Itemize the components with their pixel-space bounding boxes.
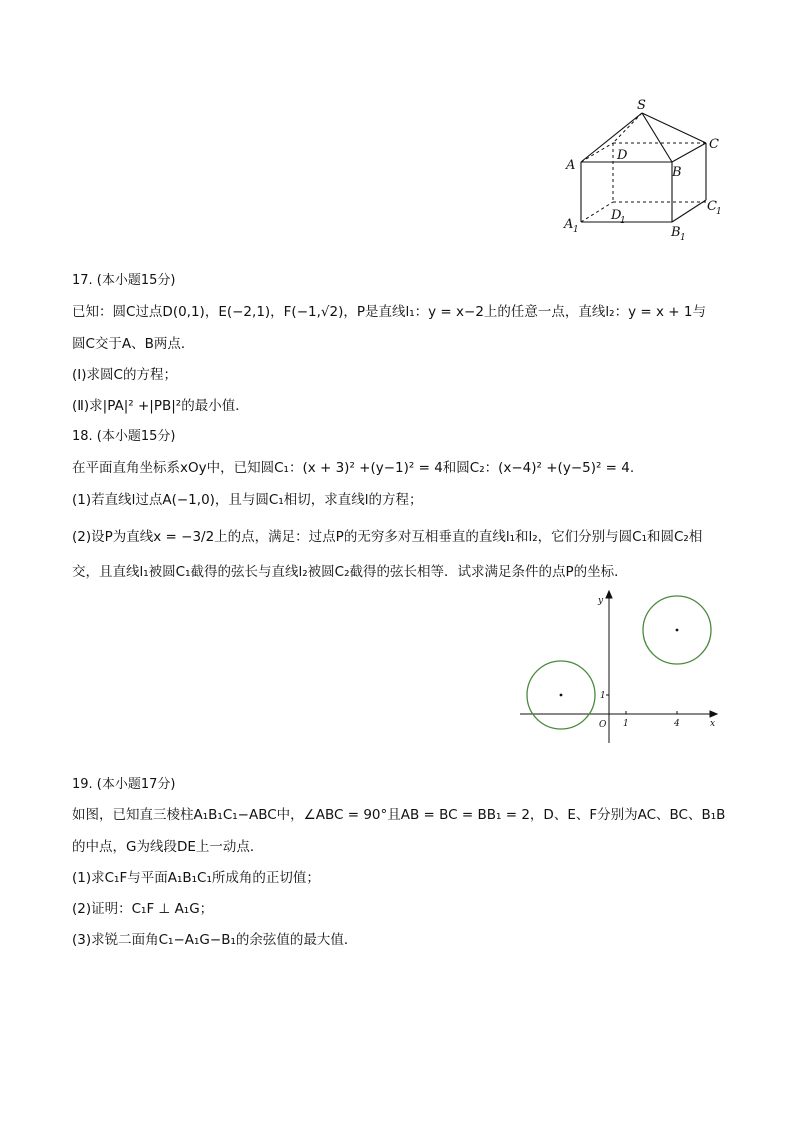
q18-part2-line2: 交，且直线l₁被圆C₁截得的弦长与直线l₂被圆C₂截得的弦长相等．试求满足条件的点P的坐标． — [72, 564, 628, 580]
label-B1: B — [671, 225, 681, 240]
label-D1-sub: 1 — [620, 216, 626, 226]
q19-header: 19. (本小题17分) — [72, 777, 176, 792]
q19-line1: 如图，已知直三棱柱A₁B₁C₁−ABC中，∠ABC = 90°且AB = BC = BB₁ = 2，D、E、F分别为AC、BC、B₁B — [72, 807, 726, 823]
label-D1: D — [611, 208, 622, 223]
label-B: B — [672, 165, 682, 180]
q17-line2: 圆C交于A、B两点． — [72, 336, 195, 352]
y-axis-label: y — [598, 596, 604, 606]
q17-part1: (Ⅰ)求圆C的方程； — [72, 367, 177, 383]
q19-part1: (1)求C₁F与平面A₁B₁C₁所成角的正切值； — [72, 870, 320, 886]
prism-figure — [555, 92, 735, 242]
q19-part2: (2)证明：C₁F ⊥ A₁G； — [72, 901, 214, 917]
tick-x-1: 1 — [623, 719, 629, 729]
label-S: S — [637, 98, 646, 113]
tick-x-4: 4 — [674, 719, 680, 729]
label-C: C — [709, 137, 719, 152]
q17-line1: 已知：圆C过点D(0,1)，E(−2,1)，F(−1,√2)，P是直线l₁：y = x−2上的任意一点，直线l₂：y = x + 1与 — [72, 304, 706, 320]
q18-part2-line1: (2)设P为直线x = −3/2上的点，满足：过点P的无穷多对互相垂直的直线l₁和l₂，它们分别与圆C₁和圆C₂相 — [72, 529, 703, 545]
label-B1-sub: 1 — [680, 233, 686, 242]
q19-part3: (3)求锐二面角C₁−A₁G−B₁的余弦值的最大值． — [72, 932, 358, 948]
q18-line1: 在平面直角坐标系xOy中，已知圆C₁：(x + 3)² +(y−1)² = 4和圆C₂：(x−4)² +(y−5)² = 4. — [72, 460, 635, 476]
label-C1-sub: 1 — [716, 207, 722, 217]
q18-part1: (1)若直线l过点A(−1,0)，且与圆C₁相切，求直线l的方程； — [72, 492, 423, 508]
circle-c2-center — [676, 629, 679, 632]
label-D: D — [617, 148, 628, 163]
label-C1: C — [707, 199, 717, 214]
q17-header: 17. (本小题15分) — [72, 273, 176, 288]
q19-line2: 的中点，G为线段DE上一动点． — [72, 839, 264, 855]
label-A1: A — [564, 217, 574, 232]
label-A1-sub: 1 — [573, 225, 579, 235]
q17-part2: (Ⅱ)求|PA|² +|PB|²的最小值． — [72, 398, 249, 414]
label-A: A — [566, 158, 576, 173]
circle-c1-center — [560, 694, 563, 697]
origin-label: O — [599, 720, 607, 730]
q18-header: 18. (本小题15分) — [72, 429, 176, 444]
circles-figure — [515, 588, 730, 748]
tick-y-1: 1 — [600, 691, 606, 701]
x-axis-label: x — [710, 719, 716, 729]
